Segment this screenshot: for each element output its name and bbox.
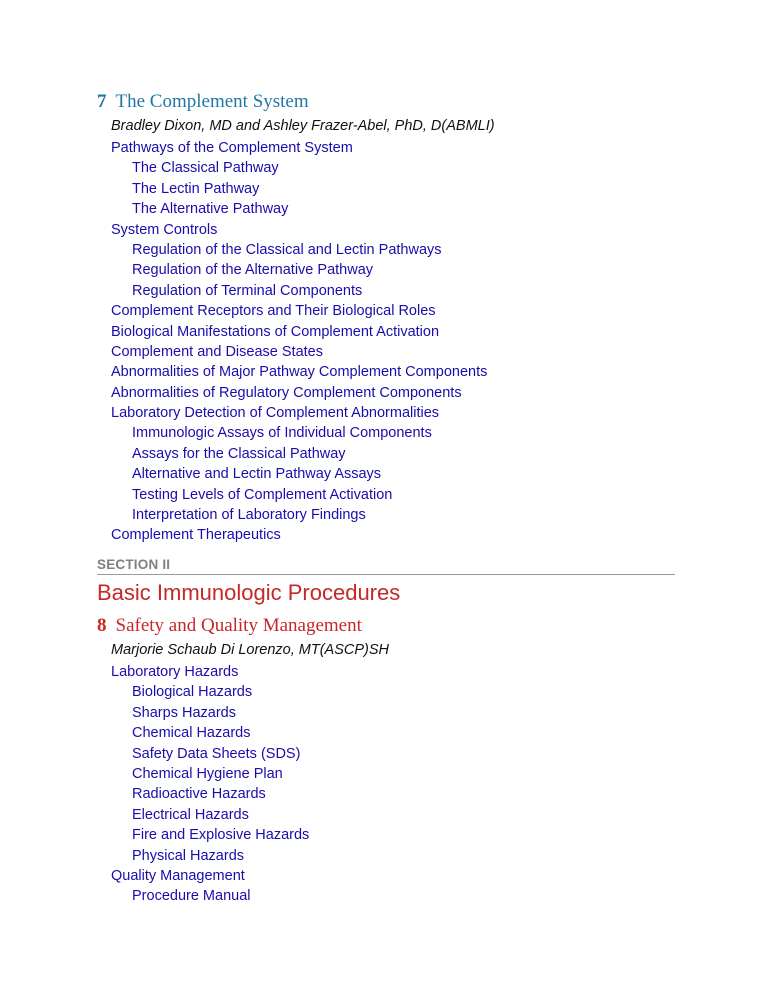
toc-link[interactable]: Biological Manifestations of Complement Activation	[111, 323, 440, 340]
section-divider	[97, 574, 675, 575]
chapter-7-number: 7	[97, 91, 107, 112]
toc-link[interactable]: Regulation of Terminal Components	[132, 282, 363, 299]
chapter-7-authors: Bradley Dixon, MD and Ashley Frazer-Abel, PhD, D(ABMLI)	[111, 118, 495, 134]
chapter-8-heading[interactable]	[97, 615, 362, 637]
toc-link[interactable]: Pathways of the Complement System	[111, 140, 353, 156]
toc-link[interactable]: Procedure Manual	[132, 888, 251, 905]
toc-link[interactable]: Interpretation of Laboratory Findings	[132, 507, 366, 524]
toc-link[interactable]: Radioactive Hazards	[132, 786, 266, 803]
chapter-8-toc	[111, 662, 309, 907]
toc-link[interactable]: Regulation of the Alternative Pathway	[132, 262, 374, 279]
chapter-7-heading[interactable]	[97, 91, 309, 113]
toc-link[interactable]: Testing Levels of Complement Activation	[132, 486, 393, 503]
toc-link[interactable]: Complement Receptors and Their Biological Roles	[111, 303, 436, 320]
toc-link[interactable]: Fire and Explosive Hazards	[132, 827, 310, 844]
toc-link[interactable]: Physical Hazards	[132, 847, 245, 864]
toc-link[interactable]: Chemical Hazards	[132, 725, 251, 742]
chapter-8-number: 8	[97, 615, 107, 636]
chapter-8-title: Safety and Quality Management	[115, 615, 362, 636]
toc-link[interactable]: The Alternative Pathway	[132, 201, 289, 218]
chapter-7-toc	[111, 138, 487, 546]
toc-link[interactable]: Assays for the Classical Pathway	[132, 445, 346, 462]
toc-link[interactable]: Laboratory Hazards	[111, 664, 239, 680]
toc-link[interactable]: Alternative and Lectin Pathway Assays	[132, 466, 382, 483]
toc-link[interactable]: Complement and Disease States	[111, 343, 323, 360]
toc-link[interactable]: Regulation of the Classical and Lectin Pathways	[132, 241, 442, 258]
toc-link[interactable]: Immunologic Assays of Individual Components	[132, 425, 432, 442]
toc-link[interactable]: The Lectin Pathway	[132, 180, 260, 197]
toc-link[interactable]: Sharps Hazards	[132, 704, 236, 721]
toc-link[interactable]: Chemical Hygiene Plan	[132, 765, 283, 782]
toc-link[interactable]: Abnormalities of Regulatory Complement Components	[111, 384, 462, 401]
toc-link[interactable]: Laboratory Detection of Complement Abnormalities	[111, 405, 440, 422]
toc-link[interactable]: Complement Therapeutics	[111, 527, 281, 544]
toc-link[interactable]: Quality Management	[111, 867, 245, 884]
toc-link[interactable]: Abnormalities of Major Pathway Complement Components	[111, 364, 488, 381]
chapter-8-authors: Marjorie Schaub Di Lorenzo, MT(ASCP)SH	[111, 642, 390, 658]
toc-link[interactable]: System Controls	[111, 221, 218, 238]
section-title: Basic Immunologic Procedures	[97, 580, 401, 605]
toc-link[interactable]: The Classical Pathway	[132, 160, 279, 177]
toc-link[interactable]: Safety Data Sheets (SDS)	[132, 745, 301, 762]
toc-link[interactable]: Electrical Hazards	[132, 806, 249, 823]
toc-link[interactable]: Biological Hazards	[132, 684, 253, 701]
section-label: SECTION II	[97, 557, 171, 572]
chapter-7-title: The Complement System	[115, 91, 309, 112]
